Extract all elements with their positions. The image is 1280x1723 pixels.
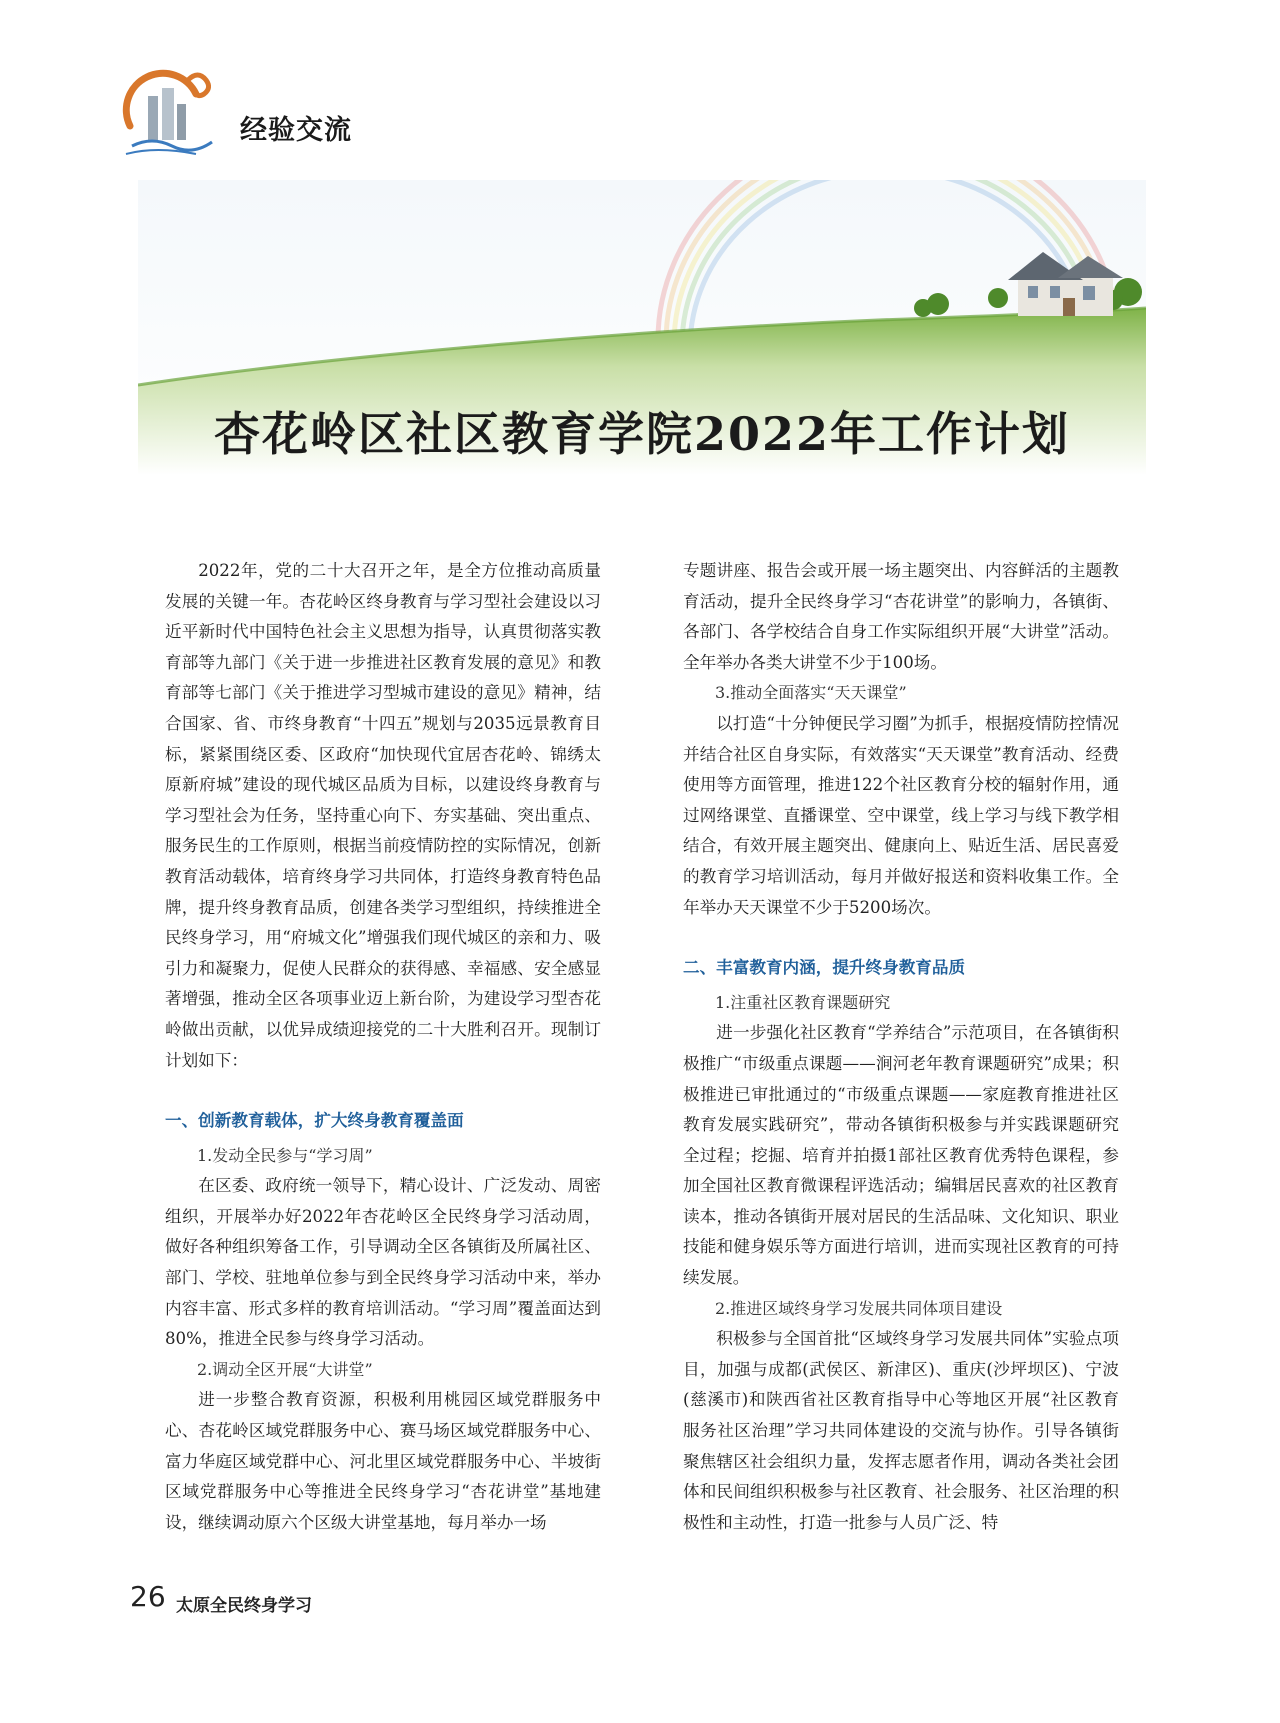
subheading-2-1: 1.注重社区教育课题研究	[715, 992, 891, 1012]
paragraph-1-2-part-a: 进一步整合教育资源，积极利用桃园区域党群服务中心、杏花岭区域党群服务中心、赛马场区域党群服务中心、富力华庭区域党群中心、河北里区域党群服务中心、半坡街区域党群服务中心等推进全民终身学习“杏花讲堂”基地建设，继续调动原六个区级大讲堂基地，每月举办一场	[165, 1390, 601, 1532]
subheading-2-2: 2.推进区域终身学习发展共同体项目建设	[715, 1298, 1003, 1318]
section-label: 经验交流	[240, 115, 352, 146]
publication-name: 太原全民终身学习	[176, 1596, 312, 1616]
intro-paragraph: 2022年，党的二十大召开之年，是全方位推动高质量发展的关键一年。杏花岭区终身教育与学习型社会建设以习近平新时代中国特色社会主义思想为指导，认真贯彻落实教育部等九部门《关于进一步推进社区教育发展的意见》和教育部等七部门《关于推进学习型城市建设的意见》精神，结合国家、省、市终身教育“十四五”规划与2035远景教育目标，紧紧围绕区委、区政府“加快现代宜居杏花岭、锦绣太原新府城”建设的现代城区品质为目标，以建设终身教育与学习型社会为任务，坚持重心向下、夯实基础、突出重点、服务民生的工作原则，根据当前疫情防控的实际情况，创新教育活动载体，培育终身学习共同体，打造终身教育特色品牌，提升终身教育品质，创建各类学习型组织，持续推进全民终身学习，用“府城文化”增强我们现代城区的亲和力、吸引力和凝聚力，促使人民群众的获得感、幸福感、安全感显著增强，推动全区各项事业迈上新台阶，为建设学习型杏花岭做出贡献，以优异成绩迎接党的二十大胜利召开。现制订计划如下：	[165, 561, 601, 1070]
paragraph-1-1: 在区委、政府统一领导下，精心设计、广泛发动、周密组织，开展举办好2022年杏花岭区全民终身学习活动周，做好各种组织筹备工作，引导调动全区各镇街及所属社区、部门、学校、驻地单位参与到全民终身学习活动中来，举办内容丰富、形式多样的教育培训活动。“学习周”覆盖面达到80%，推进全民参与终身学习活动。	[165, 1176, 601, 1349]
sun-and-towers-logo-icon	[118, 66, 228, 162]
article-column-right	[683, 556, 1119, 1538]
section-heading-2: 二、丰富教育内涵，提升终身教育品质	[683, 958, 966, 978]
subheading-1-1: 1.发动全民参与“学习周”	[197, 1145, 373, 1165]
magazine-logo	[118, 66, 228, 162]
article-title: 杏花岭区社区教育学院2022年工作计划	[213, 407, 1071, 461]
paragraph-2-1: 进一步强化社区教育“学养结合”示范项目，在各镇街积极推广“市级重点课题——涧河老年教育课题研究”成果；积极推进已审批通过的“市级重点课题——家庭教育推进社区教育发展实践研究”，带动各镇街积极参与并实践课题研究全过程；挖掘、培育并拍摄1部社区教育优秀特色课程，参加全国社区教育微课程评选活动；编辑居民喜欢的社区教育读本，推动各镇街开展对居民的生活品味、文化知识、职业技能和健身娱乐等方面进行培训，进而实现社区教育的可持续发展。	[683, 1023, 1119, 1288]
subheading-1-3: 3.推动全面落实“天天课堂”	[715, 683, 907, 703]
subheading-1-2: 2.调动全区开展“大讲堂”	[197, 1359, 373, 1379]
article-column-left	[165, 556, 601, 1538]
paragraph-1-3: 以打造“十分钟便民学习圈”为抓手，根据疫情防控情况并结合社区自身实际，有效落实“天天课堂”教育活动、经费使用等方面管理，推进122个社区教育分校的辐射作用，通过网络课堂、直播课堂、空中课堂，线上学习与线下教学相结合，有效开展主题突出、健康向上、贴近生活、居民喜爱的教育学习培训活动，每月并做好报送和资料收集工作。全年举办天天课堂不少于5200场次。	[683, 713, 1119, 917]
section-heading-1: 一、创新教育载体，扩大终身教育覆盖面	[165, 1111, 464, 1131]
paragraph-2-2: 积极参与全国首批“区域终身学习发展共同体”实验点项目，加强与成都(武侯区、新津区)、重庆(沙坪坝区)、宁波(慈溪市)和陕西省社区教育指导中心等地区开展“社区教育服务社区治理”学习共同体建设的交流与协作。引导各镇街聚焦辖区社会组织力量，发挥志愿者作用，调动各类社会团体和民间组织积极参与社区教育、社会服务、社区治理的积极性和主动性，打造一批参与人员广泛、特	[683, 1329, 1119, 1532]
page-number: 26	[130, 1580, 166, 1613]
paragraph-1-2-part-b: 专题讲座、报告会或开展一场主题突出、内容鲜活的主题教育活动，提升全民终身学习“杏花讲堂”的影响力，各镇街、各部门、各学校结合自身工作实际组织开展“大讲堂”活动。全年举办各类大讲堂不少于100场。	[683, 561, 1119, 672]
